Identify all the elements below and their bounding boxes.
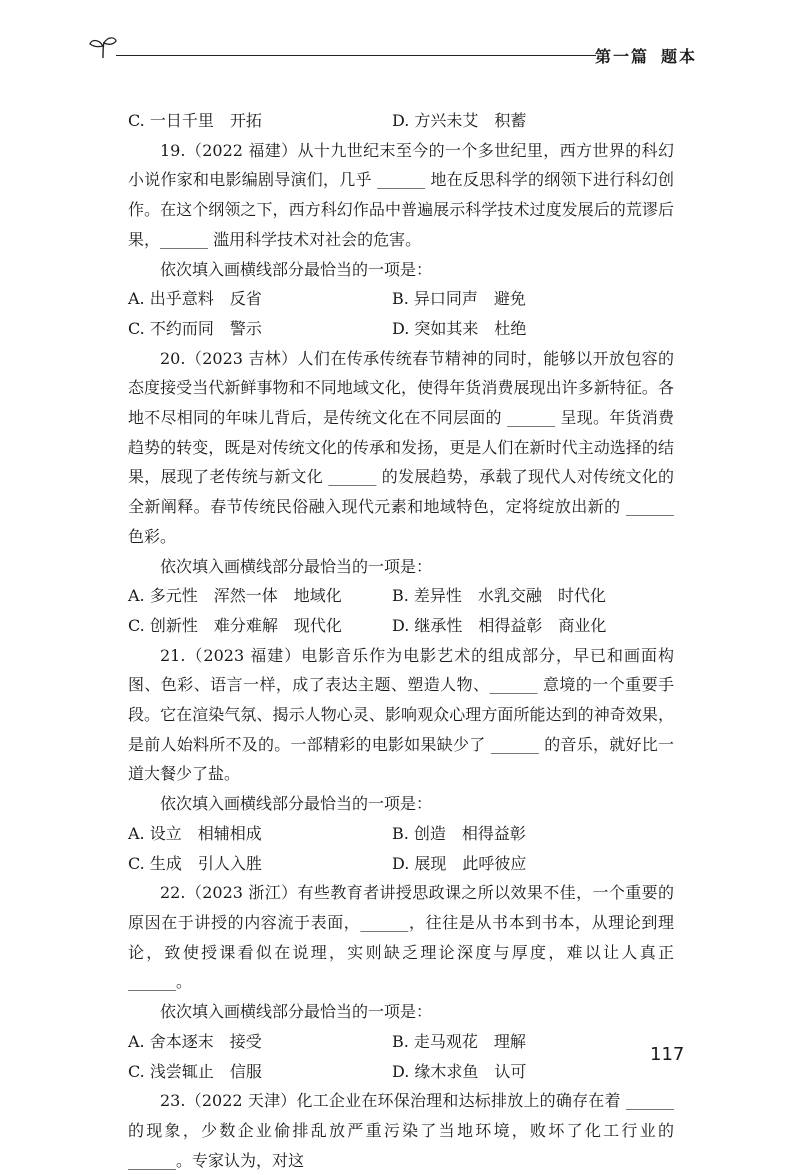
- q19-option-a: A. 出乎意料 反省: [128, 289, 262, 309]
- q20-option-c: C. 创新性 难分难解 现代化: [128, 615, 342, 635]
- q19-prompt: 依次填入画横线部分最恰当的一项是：: [160, 259, 433, 279]
- q19-options: [128, 284, 674, 343]
- q20-options: [128, 581, 674, 640]
- q21-option-b: B. 创造 相得益彰: [392, 823, 526, 843]
- q22-stem: 22.（2023 浙江）有些教育者讲授思政课之所以效果不佳，一个重要的原因在于讲授的内容流于表面，______，往往是从书本到书本，从理论到理论，致使授课看似在说理，实则缺乏理论深度与厚度，难以让人真正 ______。: [128, 883, 674, 992]
- q19-option-d: D. 突如其来 杜绝: [392, 318, 527, 338]
- q22-option-d: D. 缘木求鱼 认可: [392, 1061, 527, 1081]
- q21-options: [128, 819, 674, 878]
- q20-option-b: B. 差异性 水乳交融 时代化: [392, 586, 606, 606]
- q18-option-c: C. 一日千里 开拓: [128, 111, 262, 130]
- q20-option-d: D. 继承性 相得益彰 商业化: [392, 615, 607, 635]
- q18-options: [128, 106, 674, 136]
- q22-option-a: A. 舍本逐末 接受: [128, 1031, 262, 1051]
- q22-option-b: B. 走马观花 理解: [392, 1031, 526, 1051]
- q22-option-c: C. 浅尝辄止 信服: [128, 1061, 262, 1081]
- header-part: 第一篇: [594, 47, 649, 66]
- q20-stem: 20.（2023 吉林）人们在传承传统春节精神的同时，能够以开放包容的态度接受当代新鲜事物和不同地域文化，使得年货消费展现出许多新特征。各地不尽相同的年味儿背后，是传统文化在不同层面的 ______ 呈现。年货消费趋势的转变，既是对传统文化的传承和发扬，更是人们在新时代主动选择的结果，展现了老传统与新文化 ______ 的发展趋势，承载了现代人对传统文化的全新阐释。春节传统民俗融入现代元素和地域特色，定将绽放出新的 ______ 色彩。: [128, 348, 674, 546]
- q21-option-a: A. 设立 相辅相成: [128, 823, 262, 843]
- q19-option-c: C. 不约而同 警示: [128, 318, 262, 338]
- q21-option-c: C. 生成 引人入胜: [128, 853, 262, 873]
- sprout-icon: [88, 34, 118, 60]
- q20-option-a: A. 多元性 浑然一体 地域化: [128, 586, 342, 606]
- q23-stem: 23.（2022 天津）化工企业在环保治理和达标排放上的确存在着 ______ 的现象，少数企业偷排乱放严重污染了当地环境，败坏了化工行业的 ______。专家认为，对这: [128, 1091, 674, 1170]
- q21-prompt: 依次填入画横线部分最恰当的一项是：: [160, 794, 433, 814]
- running-header: [595, 44, 697, 67]
- q22-options: [128, 1027, 674, 1086]
- page-number: 117: [650, 1044, 685, 1065]
- q20-prompt: 依次填入画横线部分最恰当的一项是：: [160, 556, 433, 576]
- q21-option-d: D. 展现 此呼彼应: [392, 853, 527, 873]
- q22-prompt: 依次填入画横线部分最恰当的一项是：: [160, 1002, 433, 1022]
- page-body: [128, 106, 674, 1175]
- q21-stem: 21.（2023 福建）电影音乐作为电影艺术的组成部分，早已和画面构图、色彩、语言一样，成了表达主题、塑造人物、______ 意境的一个重要手段。它在渲染气氛、揭示人物心灵、影响观众心理方面所能达到的神奇效果，是前人始料所不及的。一部精彩的电影如果缺少了 ______ 的音乐，就好比一道大餐少了盐。: [128, 645, 674, 784]
- q18-option-d: D. 方兴未艾 积蓄: [392, 111, 527, 130]
- q19-option-b: B. 异口同声 避免: [392, 289, 526, 309]
- header-section: 题本: [660, 47, 697, 66]
- header-rule: [116, 55, 596, 56]
- q19-stem: 19.（2022 福建）从十九世纪末至今的一个多世纪里，西方世界的科幻小说作家和电影编剧导演们，几乎 ______ 地在反思科学的纲领下进行科幻创作。在这个纲领之下，西方科幻作品中普遍展示科学技术过度发展后的荒谬后果，______ 滥用科学技术对社会的危害。: [128, 140, 674, 249]
